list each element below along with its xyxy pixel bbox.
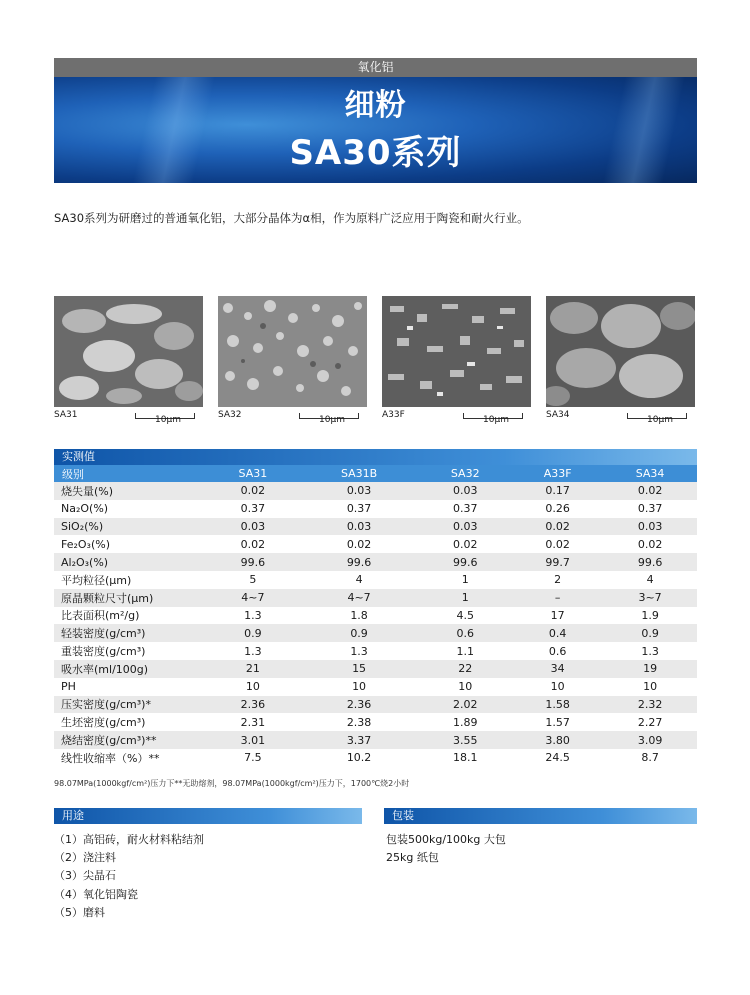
scale-text: 10μm — [155, 415, 181, 425]
table-cell: 0.02 — [346, 537, 372, 551]
row-label: 压实密度(g/cm³)* — [54, 696, 206, 714]
row-label: SiO₂(%) — [54, 518, 206, 536]
row-label: Al₂O₃(%) — [54, 553, 206, 571]
table-row — [54, 482, 697, 500]
table-cell: 2 — [554, 573, 562, 587]
table-cell: 0.37 — [637, 502, 663, 516]
table-cell: 1.1 — [456, 644, 474, 658]
table-row — [54, 553, 697, 571]
row-label: 重装密度(g/cm³) — [61, 645, 146, 659]
table-cell: 4~7 — [206, 589, 300, 607]
table-cell: 7.5 — [244, 751, 262, 765]
row-label: 轻装密度(g/cm³) — [54, 624, 206, 642]
table-row — [54, 696, 697, 714]
table-cell: 2.02 — [418, 696, 512, 714]
table-cell: 3.09 — [603, 731, 697, 749]
sem-image-a33f — [382, 296, 531, 425]
table-cell: 0.03 — [603, 518, 697, 536]
table-cell: 0.6 — [548, 644, 567, 658]
table-cell: 99.6 — [603, 553, 697, 571]
list-item: （4）氧化铝陶瓷 — [54, 887, 138, 901]
table-cell: 1 — [461, 573, 469, 587]
table-cell: 0.26 — [545, 502, 570, 516]
image-label: SA31 — [54, 410, 78, 420]
table-cell: 10 — [458, 680, 473, 694]
column-header: SA31 — [206, 465, 300, 482]
table-cell: 0.4 — [512, 624, 603, 642]
table-row — [54, 624, 697, 642]
table-cell: 15 — [300, 660, 418, 678]
table-cell: 0.9 — [603, 624, 697, 642]
list-item: 25kg 纸包 — [386, 851, 439, 865]
table-cell: 2.27 — [637, 715, 663, 729]
table-row — [54, 607, 697, 625]
table-row — [54, 660, 697, 678]
table-cell: 1.89 — [452, 715, 478, 729]
table-cell: 1.3 — [244, 644, 262, 658]
table-cell: 99.6 — [300, 553, 418, 571]
table-cell: 4 — [646, 573, 654, 587]
table-cell: 0.03 — [300, 482, 418, 500]
table-cell: 34 — [512, 660, 603, 678]
image-label: A33F — [382, 410, 405, 420]
table-cell: 0.03 — [418, 518, 512, 536]
table-cell: 22 — [418, 660, 512, 678]
table-row — [54, 500, 697, 518]
table-cell: 0.02 — [603, 482, 697, 500]
table-cell: 0.37 — [452, 502, 478, 516]
table-cell: 0.02 — [545, 537, 570, 551]
table-cell: 2.31 — [240, 715, 266, 729]
row-label: Fe₂O₃(%) — [61, 537, 111, 551]
table-cell: 10 — [550, 680, 565, 694]
table-cell: 1.3 — [641, 644, 659, 658]
table-cell: 0.6 — [418, 624, 512, 642]
table-cell: – — [512, 589, 603, 607]
table-row — [54, 678, 697, 696]
table-cell: 10.2 — [346, 751, 372, 765]
uses-list — [54, 831, 204, 922]
table-cell: 99.7 — [512, 553, 603, 571]
table-row — [54, 713, 697, 731]
table-cell: 1.9 — [641, 608, 659, 622]
table-cell: 1.57 — [545, 715, 570, 729]
sem-image-sa31 — [54, 296, 203, 425]
table-cell: 2.32 — [603, 696, 697, 714]
table-cell: 1.3 — [350, 644, 368, 658]
table-cell: 0.02 — [452, 537, 478, 551]
table-cell: 18.1 — [452, 751, 478, 765]
table-cell: 24.5 — [545, 751, 570, 765]
measured-values-header: 实测值 — [54, 449, 697, 465]
table-row — [54, 749, 697, 767]
table-cell: 3.37 — [300, 731, 418, 749]
table-cell: 8.7 — [641, 751, 659, 765]
table-cell: 0.37 — [346, 502, 372, 516]
table-cell: 4.5 — [456, 608, 474, 622]
scale-text: 10μm — [483, 415, 509, 425]
table-cell: 1.8 — [350, 608, 368, 622]
table-cell: 19 — [603, 660, 697, 678]
table-cell: 0.02 — [512, 518, 603, 536]
list-item: 包装500kg/100kg 大包 — [386, 833, 506, 846]
list-item: （1）高铝砖，耐火材料粘结剂 — [54, 833, 204, 846]
row-label: 平均粒径(μm) — [61, 573, 132, 587]
table-cell: 1.3 — [244, 608, 262, 622]
row-label: 生坯密度(g/cm³) — [61, 716, 146, 730]
table-cell: 99.6 — [206, 553, 300, 571]
table-cell: 3~7 — [603, 589, 697, 607]
table-row — [54, 518, 697, 536]
table-cell: 3.55 — [418, 731, 512, 749]
column-header: SA31B — [300, 465, 418, 482]
table-cell: 0.03 — [206, 518, 300, 536]
table-cell: 99.6 — [418, 553, 512, 571]
scale-text: 10μm — [647, 415, 673, 425]
table-cell: 1.58 — [512, 696, 603, 714]
table-cell: 4~7 — [300, 589, 418, 607]
table-cell: 0.02 — [206, 482, 300, 500]
category-bar: 氧化铝 — [54, 58, 697, 77]
table-row — [54, 642, 697, 660]
table-row — [54, 731, 697, 749]
table-row — [54, 589, 697, 607]
image-label: SA32 — [218, 410, 242, 420]
column-header: 级别 — [54, 465, 206, 482]
table-cell: 10 — [352, 680, 367, 694]
table-cell: 2.36 — [300, 696, 418, 714]
column-header: A33F — [512, 465, 603, 482]
properties-table — [54, 465, 697, 767]
row-label: 线性收缩率（%）** — [61, 751, 160, 765]
scale-text: 10μm — [319, 415, 345, 425]
column-header: SA32 — [418, 465, 512, 482]
row-label: 烧失量(%) — [54, 482, 206, 500]
table-cell: 0.9 — [300, 624, 418, 642]
table-cell: 4 — [355, 573, 363, 587]
image-label: SA34 — [546, 410, 570, 420]
series-title: SA30系列 — [289, 133, 462, 173]
table-cell: 0.02 — [637, 537, 663, 551]
row-label: 比表面积(m²/g) — [61, 609, 140, 623]
list-item: （3）尖晶石 — [54, 869, 116, 883]
table-row — [54, 535, 697, 553]
packaging-list — [386, 831, 506, 867]
title-banner — [54, 77, 697, 183]
table-cell: 3.80 — [512, 731, 603, 749]
table-cell: 0.9 — [206, 624, 300, 642]
table-cell: 0.03 — [300, 518, 418, 536]
table-cell: 1 — [418, 589, 512, 607]
table-cell: 2.36 — [206, 696, 300, 714]
table-cell: 5 — [249, 573, 257, 587]
table-footnote: 98.07MPa(1000kgf/cm²)压力下**无助熔剂，98.07MPa(1000kgf/cm²)压力下，1700℃烧2小时 — [54, 779, 410, 788]
sem-image-sa34 — [546, 296, 695, 425]
row-label: PH — [61, 680, 76, 694]
table-row — [54, 571, 697, 589]
intro-text: SA30系列为研磨过的普通氧化铝，大部分晶体为α相，作为原料广泛应用于陶瓷和耐火行业。 — [54, 211, 529, 225]
row-label: Na₂O(%) — [61, 502, 109, 516]
list-item: （2）浇注料 — [54, 851, 116, 865]
table-cell: 21 — [206, 660, 300, 678]
table-cell: 2.38 — [346, 715, 372, 729]
column-header: SA34 — [603, 465, 697, 482]
table-cell: 10 — [643, 680, 658, 694]
uses-header: 用途 — [54, 808, 362, 824]
table-cell: 0.02 — [240, 537, 266, 551]
row-label: 吸水率(ml/100g) — [54, 660, 206, 678]
page-title: 细粉 — [344, 88, 407, 123]
row-label: 烧结密度(g/cm³)** — [54, 731, 206, 749]
table-cell: 17 — [550, 608, 565, 622]
table-cell: 3.01 — [206, 731, 300, 749]
row-label: 原晶颗粒尺寸(μm) — [54, 589, 206, 607]
table-cell: 0.17 — [512, 482, 603, 500]
packaging-header: 包装 — [384, 808, 697, 824]
table-header-row — [54, 465, 697, 482]
list-item: （5）磨料 — [54, 905, 105, 919]
table-cell: 10 — [245, 680, 260, 694]
table-cell: 0.03 — [418, 482, 512, 500]
table-cell: 0.37 — [240, 502, 266, 516]
sem-image-sa32 — [218, 296, 367, 425]
